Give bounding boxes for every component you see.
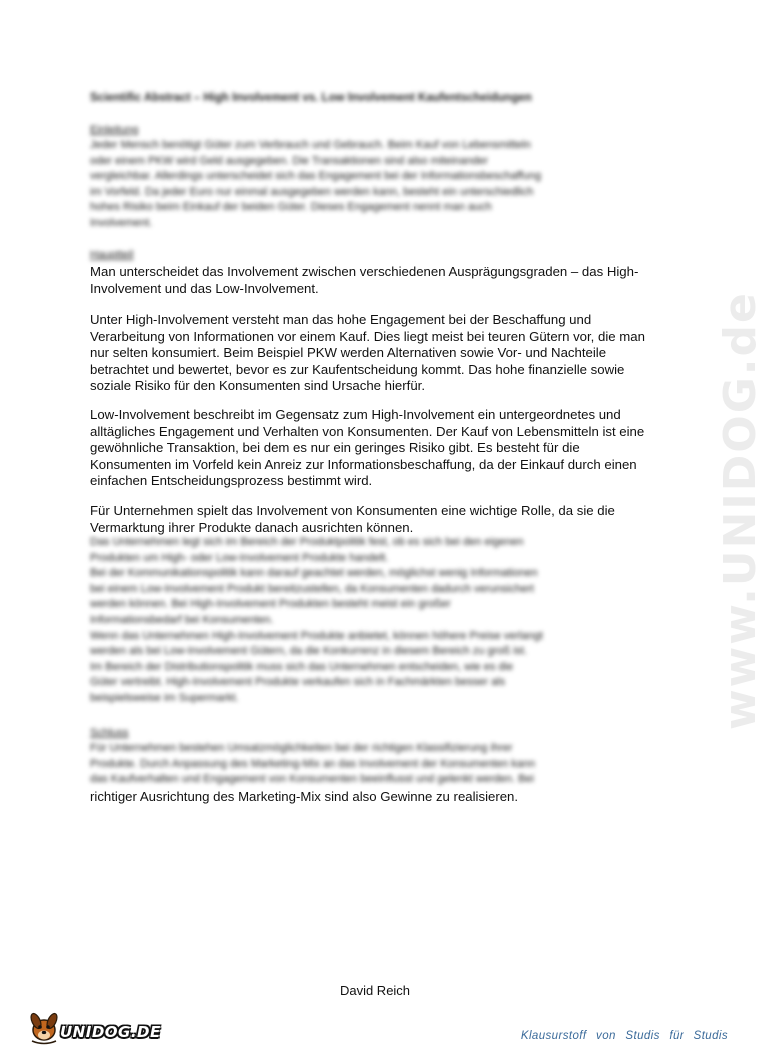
text-line: Informationsbedarf bei Konsumenten. (90, 613, 274, 626)
text-line: werden als bei Low-Involvement Gütern, da die Konkurrenz in diesem Bereich zu groß ist. (90, 645, 528, 658)
document-title: Scientific Abstract – High Involvement vs. Low Involvement Kaufentscheidungen (90, 92, 532, 104)
dog-mascot-icon (24, 1008, 64, 1046)
tagline-word: Studis (625, 1030, 660, 1042)
text-line: Involvement. (90, 216, 153, 229)
conclusion-last-line (90, 789, 652, 806)
text-line: hohes Risiko beim Einkauf der beiden Güter. Dieses Engagement nennt man auch (90, 201, 492, 214)
text-line: Bei der Kommunikationspolitik kann darauf geachtet werden, möglichst wenig Informationen (90, 567, 538, 580)
tagline-word: Klausurstoff (520, 1030, 587, 1042)
text-line: vergleichbar. Allerdings unterscheidet sich das Engagement bei der Informationsbeschaffung (90, 170, 542, 183)
logo-text: UNIDOG.DE (60, 1023, 161, 1041)
main-paragraph (90, 407, 652, 490)
watermark: www.UNIDOG.de (715, 291, 766, 730)
text-line: im Vorfeld. Da jeder Euro nur einmal ausgegeben werden kann, besteht ein unterschiedlich (90, 185, 534, 198)
tagline (521, 1030, 728, 1042)
intro-heading: Einleitung (90, 124, 139, 136)
text-line: bei einem Low-Involvement Produkt bereitzustellen, da Konsumenten dadurch verunsichert (90, 582, 534, 595)
text-line: das Kaufverhalten und Engagement von Konsumenten beeinflusst und gelenkt werden. Bei (90, 773, 534, 786)
text-line: Jeder Mensch benötigt Güter zum Verbrauch und Gebrauch. Beim Kauf von Lebensmitteln (90, 139, 531, 151)
paragraph-text: richtiger Ausrichtung des Marketing-Mix sind also Gewinne zu realisieren. (90, 789, 519, 804)
main-heading: Hauptteil (90, 249, 134, 261)
paragraph-text: Für Unternehmen spielt das Involvement von Konsumenten eine wichtige Rolle, da sie die Vermarktung ihrer Produkte danach ausrichten können. (90, 503, 615, 535)
text-line: oder einem PKW wird Geld ausgegeben. Die Transaktionen sind also miteinander (90, 154, 489, 167)
text-line: Güter vertreibt. High-Involvement Produkte verkaufen sich in Fachmärkten besser als (90, 676, 506, 689)
text-line: werden können. Bei High-Involvement Produkten besteht meist ein großer (90, 598, 451, 611)
tagline-word: für (669, 1030, 685, 1042)
text-line: Wenn das Unternehmen High-Involvement Produkte anbietet, können höhere Preise verlangt (90, 629, 543, 642)
unidog-logo[interactable] (24, 1008, 164, 1048)
text-line: Im Bereich der Distributionspolitik muss sich das Unternehmen entscheiden, wie es die (90, 660, 514, 673)
text-line: beispielsweise im Supermarkt. (90, 691, 239, 704)
main-paragraph (90, 264, 652, 297)
conclusion-heading: Schluss (90, 727, 129, 739)
tagline-word: Studis (693, 1030, 728, 1042)
conclusion-blurred-text (90, 741, 665, 788)
paragraph-text: Low-Involvement beschreibt im Gegensatz zum High-Involvement ein untergeordnetes und alltägliches Engagement und Verhalten von Konsumenten. Der Kauf von Lebensmitteln ist eine gewöhnliche Transaktion, bei dem es nur ein geringes Risiko gibt. Es besteht für die Konsumenten im Vorfeld kein Anreiz zur Informationsbeschaffung, da der Einkauf durch einen einfachen Entscheidungsprozess bestimmt wird. (90, 407, 645, 488)
text-line: Produkte. Durch Anpassung des Marketing-Mix an das Involvement der Konsumenten kann (90, 757, 536, 770)
main-blurred-text (90, 535, 665, 707)
paragraph-text: Unter High-Involvement versteht man das hohe Engagement bei der Beschaffung und Verarbeitung von Informationen vor einem Kauf. Dies liegt meist bei teuren Gütern vor, die man nur selten konsumiert. Beim Beispiel PKW werden Alternativen sowie Vor- und Nachteile betrachtet und bewertet, bevor es zur Kaufentscheidung kommt. Das hohe finanzielle sowie soziale Risiko für den Konsumenten sind Ursache hierfür. (90, 312, 645, 393)
main-paragraph (90, 503, 652, 536)
text-line: Für Unternehmen bestehen Umsatzmöglichkeiten bei der richtigen Klassifizierung ihrer (90, 742, 513, 754)
main-paragraph (90, 312, 652, 395)
paragraph-text: Man unterscheidet das Involvement zwischen verschiedenen Ausprägungsgraden – das High-Involvement und das Low-Involvement. (90, 264, 639, 296)
text-line: Produkten um High- oder Low-Involvement Produkte handelt. (90, 551, 389, 564)
intro-text (90, 138, 665, 232)
author-name: David Reich (339, 983, 411, 998)
tagline-word: von (596, 1030, 616, 1042)
text-line: Das Unternehmen legt sich im Bereich der Produktpolitik fest, ob es sich bei den eigenen (90, 536, 524, 548)
